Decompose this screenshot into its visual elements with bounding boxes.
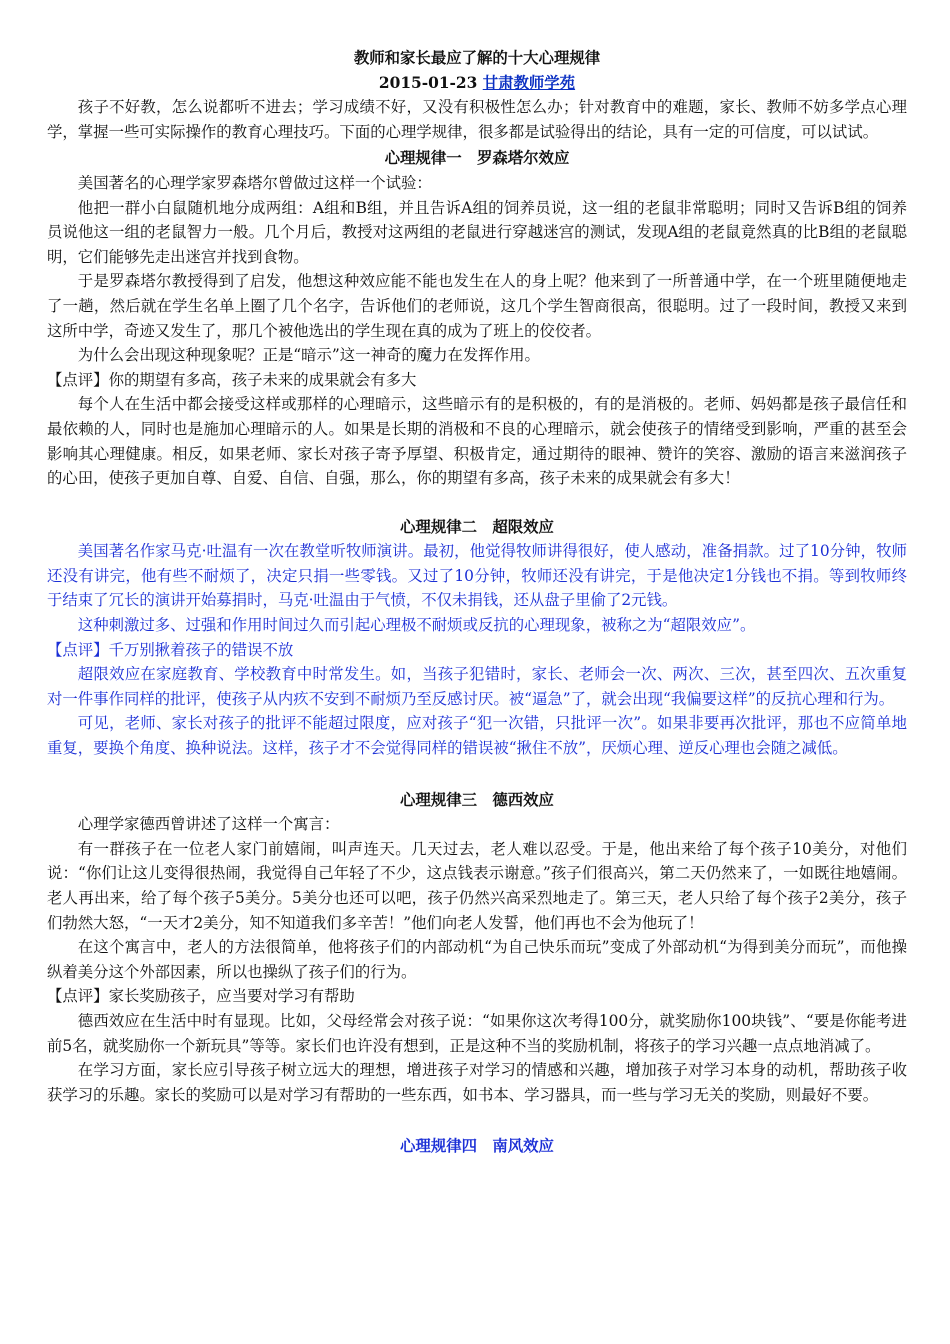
s3-paragraph-3: 在这个寓言中，老人的方法很简单，他将孩子们的内部动机“为自己快乐而玩”变成了外部动机“为得到美分而玩”，而他操纵着美分这个外部因素，所以也操纵了孩子们的行为。: [47, 938, 907, 981]
spacer: [47, 761, 907, 788]
s2-comment: 【点评】千万别揪着孩子的错误不放: [47, 640, 294, 659]
section-4-heading: 心理规律四 南风效应: [400, 1137, 554, 1156]
intro-paragraph: 孩子不好教，怎么说都听不进去；学习成绩不好，又没有积极性怎么办；针对教育中的难题，家长、教师不妨多学点心理学，掌握一些可实际操作的教育心理技巧。下面的心理学规律，很多都是试验得出的结论，具有一定的可信度，可以试试。: [47, 98, 907, 141]
s3-paragraph-2: 有一群孩子在一位老人家门前嬉闹，叫声连天。几天过去，老人难以忍受。于是，他出来给了每个孩子10美分，对他们说：“你们让这儿变得很热闹，我觉得自己年轻了不少，这点钱表示谢意。”孩子们很高兴，第二天仍然来了，一如既往地嬉闹。老人再出来，给了每个孩子5美分。5美分也还可以吧，孩子仍然兴高采烈地走了。第三天，老人只给了每个孩子2美分，孩子们勃然大怒，“一天才2美分，知不知道我们多辛苦！”他们向老人发誓，他们再也不会为他玩了！: [47, 839, 907, 932]
source-link[interactable]: 甘肃教师学苑: [482, 73, 576, 92]
s1-paragraph-4: 为什么会出现这种现象呢？正是“暗示”这一神奇的魔力在发挥作用。: [77, 346, 540, 365]
section-1-heading: 心理规律一 罗森塔尔效应: [384, 149, 570, 168]
s1-paragraph-3: 于是罗森塔尔教授得到了启发，他想这种效应能不能也发生在人的身上呢？他来到了一所普通中学，在一个班里随便地走了一趟，然后就在学生名单上圈了几个名字，告诉他们的老师说，这几个学生智商很高，很聪明。过了一段时间，教授又来到这所中学，奇迹又发生了，那几个被他选出的学生现在真的成为了班上的佼佼者。: [47, 272, 907, 340]
s3-paragraph-5: 在学习方面，家长应引导孩子树立远大的理想，增进孩子对学习的情感和兴趣，增加孩子对学习本身的动机，帮助孩子收获学习的乐趣。家长的奖励可以是对学习有帮助的一些东西，如书本、学习器具，而一些与学习无关的奖励，则最好不要。: [47, 1061, 907, 1104]
document-page: [47, 46, 907, 1159]
s3-paragraph-1: 心理学家德西曾讲述了这样一个寓言：: [77, 815, 340, 834]
s1-paragraph-1: 美国著名的心理学家罗森塔尔曾做过这样一个试验：: [77, 173, 432, 192]
date-line: [47, 71, 907, 96]
s2-paragraph-3: 超限效应在家庭教育、学校教育中时常发生。如，当孩子犯错时，家长、老师会一次、两次、三次，甚至四次、五次重复对一件事作同样的批评，使孩子从内疚不安到不耐烦乃至反感讨厌。被“逼急”了，就会出现“我偏要这样”的反抗心理和行为。: [47, 665, 907, 708]
publish-date: 2015-01-23: [378, 73, 478, 92]
section-3-heading: 心理规律三 德西效应: [400, 790, 554, 809]
spacer: [47, 1107, 907, 1134]
section-2-heading: 心理规律二 超限效应: [400, 517, 554, 536]
document-title: 教师和家长最应了解的十大心理规律: [353, 49, 601, 67]
s3-comment: 【点评】家长奖励孩子，应当要对学习有帮助: [47, 987, 355, 1006]
spacer: [47, 491, 907, 515]
s2-paragraph-1: 美国著名作家马克·吐温有一次在教堂听牧师演讲。最初，他觉得牧师讲得很好，使人感动，准备捐款。过了10分钟，牧师还没有讲完，他有些不耐烦了，决定只捐一些零钱。又过了10分钟，牧师还没有讲完，于是他决定1分钱也不捐。等到牧师终于结束了冗长的演讲开始募捐时，马克·吐温由于气愤，不仅未捐钱，还从盘子里偷了2元钱。: [47, 542, 907, 610]
s1-paragraph-5: 每个人在生活中都会接受这样或那样的心理暗示，这些暗示有的是积极的，有的是消极的。老师、妈妈都是孩子最信任和最依赖的人，同时也是施加心理暗示的人。如果是长期的消极和不良的心理暗示，就会使孩子的情绪受到影响，严重的甚至会影响其心理健康。相反，如果老师、家长对孩子寄予厚望、积极肯定，通过期待的眼神、赞许的笑容、激励的语言来滋润孩子的心田，使孩子更加自尊、自爱、自信、自强，那么，你的期望有多高，孩子未来的成果就会有多大！: [47, 395, 907, 488]
s1-paragraph-2: 他把一群小白鼠随机地分成两组：A组和B组，并且告诉A组的饲养员说，这一组的老鼠非常聪明；同时又告诉B组的饲养员说他这一组的老鼠智力一般。几个月后，教授对这两组的老鼠进行穿越迷宫的测试，发现A组的老鼠竟然真的比B组的老鼠聪明，它们能够先走出迷宫并找到食物。: [47, 198, 907, 266]
s1-comment: 【点评】你的期望有多高，孩子未来的成果就会有多大: [47, 370, 417, 389]
s2-paragraph-4: 可见，老师、家长对孩子的批评不能超过限度，应对孩子“犯一次错，只批评一次”。如果非要再次批评，那也不应简单地重复，要换个角度、换种说法。这样，孩子才不会觉得同样的错误被“揪住不放”，厌烦心理、逆反心理也会随之减低。: [47, 714, 907, 758]
s2-paragraph-2: 这种刺激过多、过强和作用时间过久而引起心理极不耐烦或反抗的心理现象，被称之为“超限效应”。: [77, 616, 756, 635]
s3-paragraph-4: 德西效应在生活中时有显现。比如，父母经常会对孩子说：“如果你这次考得100分，就奖励你100块钱”、“要是你能考进前5名，就奖励你一个新玩具”等等。家长们也许没有想到，正是这种不当的奖励机制，将孩子的学习兴趣一点点地消减了。: [47, 1011, 907, 1055]
